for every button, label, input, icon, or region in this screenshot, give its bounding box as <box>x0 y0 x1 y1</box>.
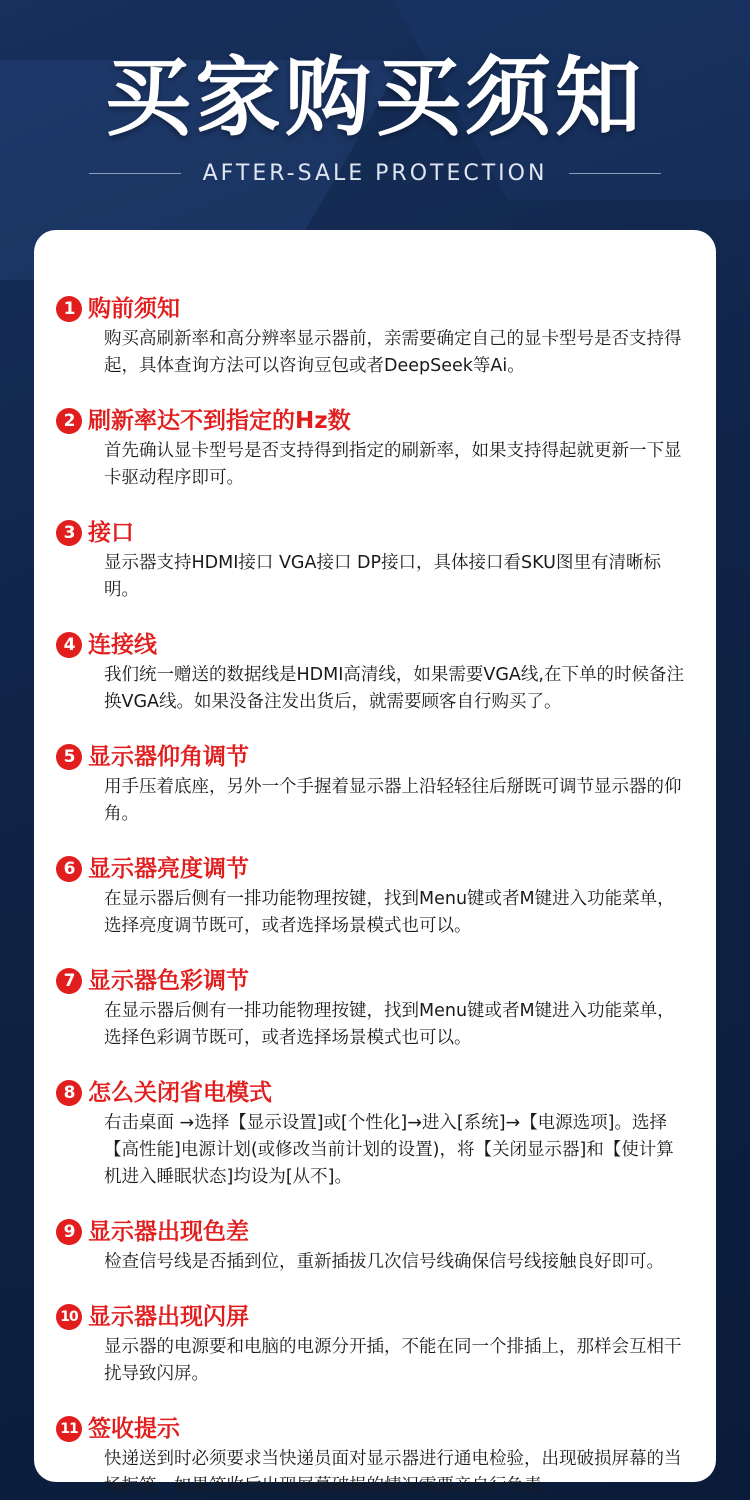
subtitle-divider-left <box>89 173 181 174</box>
notice-item-body: 在显示器后侧有一排功能物理按键，找到Menu键或者M键进入功能菜单，选择亮度调节既可，或者选择场景模式也可以。 <box>104 889 675 936</box>
subtitle-divider-right <box>569 173 661 174</box>
notice-item-body: 快递送到时必须要求当快递员面对显示器进行通电检验，出现破损屏幕的当场拒签，如果签收后出现屏幕破损的情况需要亲自行负责。 <box>104 1449 682 1496</box>
number-badge: 7 <box>56 968 82 994</box>
notice-item <box>56 852 694 940</box>
notice-item-header <box>56 964 694 998</box>
notice-item-header <box>56 516 694 550</box>
notice-item-title: 显示器亮度调节 <box>88 856 249 882</box>
number-badge: 11 <box>56 1416 82 1442</box>
notice-item <box>56 404 694 492</box>
notice-item-body: 右击桌面 →选择【显示设置]或[个性化]→进入[系统]→【电源选项]。选择【高性能]电源计划(或修改当前计划的设置)，将【关闭显示器]和【使计算机进入睡眠状态]均设为[从不]。 <box>104 1113 674 1187</box>
number-badge: 5 <box>56 744 82 770</box>
notice-item <box>56 1215 694 1276</box>
notice-item-title: 怎么关闭省电模式 <box>88 1080 272 1106</box>
notice-item <box>56 1300 694 1388</box>
notice-item-body: 首先确认显卡型号是否支持得到指定的刷新率，如果支持得起就更新一下显卡驱动程序即可。 <box>104 441 682 488</box>
notice-item <box>56 628 694 716</box>
page-header <box>0 0 750 225</box>
notice-item-header <box>56 852 694 886</box>
notice-item <box>56 740 694 828</box>
notice-item-title: 接口 <box>88 520 134 546</box>
notice-item-title: 刷新率达不到指定的Hz数 <box>88 408 351 434</box>
notice-item-title: 显示器仰角调节 <box>88 744 249 770</box>
page-title: 买家购买须知 <box>105 48 645 148</box>
number-badge: 4 <box>56 632 82 658</box>
subtitle-row <box>0 156 750 190</box>
notice-item-body: 检查信号线是否插到位，重新插拔几次信号线确保信号线接触良好即可。 <box>104 1252 664 1272</box>
notice-card <box>34 230 716 1496</box>
notice-item-header <box>56 1300 694 1334</box>
notice-item-title: 显示器出现闪屏 <box>88 1304 249 1330</box>
number-badge: 1 <box>56 296 82 322</box>
notice-item-body: 用手压着底座，另外一个手握着显示器上沿轻轻往后掰既可调节显示器的仰角。 <box>104 777 682 824</box>
number-badge: 10 <box>56 1304 82 1330</box>
notice-item-header <box>56 1076 694 1110</box>
notice-item-body: 显示器的电源要和电脑的电源分开插，不能在同一个排插上，那样会互相干扰导致闪屏。 <box>104 1337 682 1384</box>
notice-item-body: 我们统一赠送的数据线是HDMI高清线，如果需要VGA线,在下单的时候备注换VGA线。如果没备注发出货后，就需要顾客自行购买了。 <box>104 665 684 712</box>
notice-item <box>56 964 694 1052</box>
notice-item <box>56 1076 694 1191</box>
notice-list <box>56 292 694 1500</box>
notice-item-title: 显示器出现色差 <box>88 1219 249 1245</box>
notice-item-body: 在显示器后侧有一排功能物理按键，找到Menu键或者M键进入功能菜单，选择色彩调节既可，或者选择场景模式也可以。 <box>104 1001 675 1048</box>
notice-item-title: 显示器色彩调节 <box>88 968 249 994</box>
notice-item-title: 购前须知 <box>88 296 180 322</box>
number-badge: 8 <box>56 1080 82 1106</box>
notice-item-header <box>56 404 694 438</box>
notice-item-body: 购买高刷新率和高分辨率显示器前，亲需要确定自己的显卡型号是否支持得起，具体查询方法可以咨询豆包或者DeepSeek等Ai。 <box>104 329 682 376</box>
notice-item-header <box>56 1412 694 1446</box>
number-badge: 3 <box>56 520 82 546</box>
notice-item <box>56 292 694 380</box>
number-badge: 6 <box>56 856 82 882</box>
notice-item-header <box>56 740 694 774</box>
notice-item <box>56 516 694 604</box>
notice-item <box>56 1412 694 1500</box>
notice-item-title: 签收提示 <box>88 1416 180 1442</box>
notice-item-header <box>56 628 694 662</box>
number-badge: 2 <box>56 408 82 434</box>
notice-item-body: 显示器支持HDMI接口 VGA接口 DP接口，具体接口看SKU图里有清晰标明。 <box>104 553 661 600</box>
notice-item-header <box>56 1215 694 1249</box>
notice-item-header <box>56 292 694 326</box>
notice-item-title: 连接线 <box>88 632 157 658</box>
number-badge: 9 <box>56 1219 82 1245</box>
page-subtitle: AFTER-SALE PROTECTION <box>202 160 548 186</box>
